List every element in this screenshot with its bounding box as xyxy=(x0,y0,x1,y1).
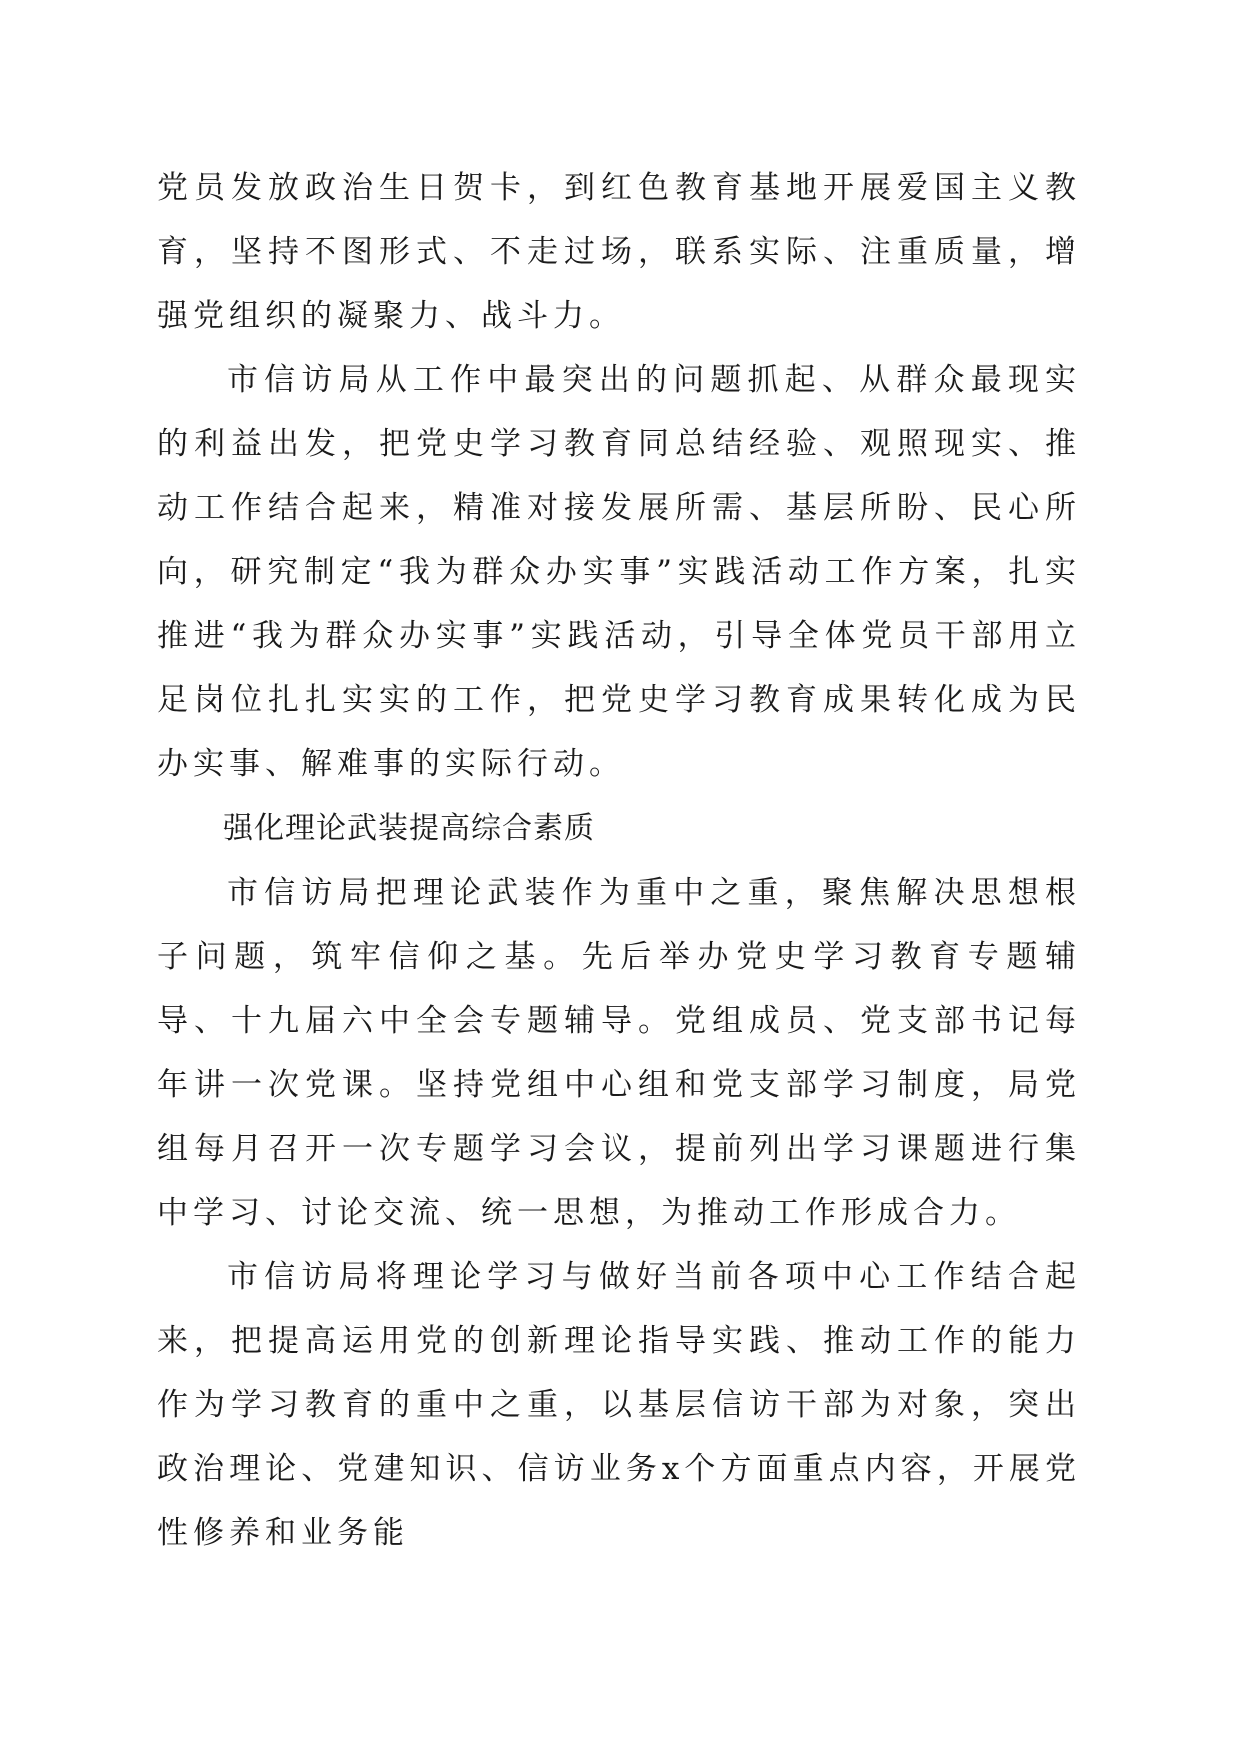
paragraph-study-and-work: 市信访局将理论学习与做好当前各项中心工作结合起来，把提高运用党的创新理论指导实践、推动工作的能力作为学习教育的重中之重，以基层信访干部为对象，突出政治理论、党建知识、信访业务x个方面重点内容，开展党性修养和业务能 xyxy=(157,1259,1081,1551)
paragraph-theory-study: 市信访局把理论武装作为重中之重，聚焦解决思想根子问题，筑牢信仰之基。先后举办党史学习教育专题辅导、十九届六中全会专题辅导。党组成员、党支部书记每年讲一次党课。坚持党组中心组和党支部学习制度，局党组每月召开一次专题学习会议，提前列出学习课题进行集中学习、讨论交流、统一思想，为推动工作形成合力。 xyxy=(157,875,1081,1231)
paragraph-people-first-practice: 市信访局从工作中最突出的问题抓起、从群众最现实的利益出发，把党史学习教育同总结经验、观照现实、推动工作结合起来，精准对接发展所需、基层所盼、民心所向，研究制定“我为群众办实事”实践活动工作方案，扎实推进“我为群众办实事”实践活动，引导全体党员干部用立足岗位扎扎实实的工作，把党史学习教育成果转化成为民办实事、解难事的实际行动。 xyxy=(157,362,1081,782)
document-body xyxy=(157,156,1081,1565)
section-heading: 强化理论武装提高综合素质 xyxy=(223,811,595,846)
paragraph-continuation: 党员发放政治生日贺卡，到红色教育基地开展爱国主义教育，坚持不图形式、不走过场，联系实际、注重质量，增强党组织的凝聚力、战斗力。 xyxy=(157,170,1081,334)
